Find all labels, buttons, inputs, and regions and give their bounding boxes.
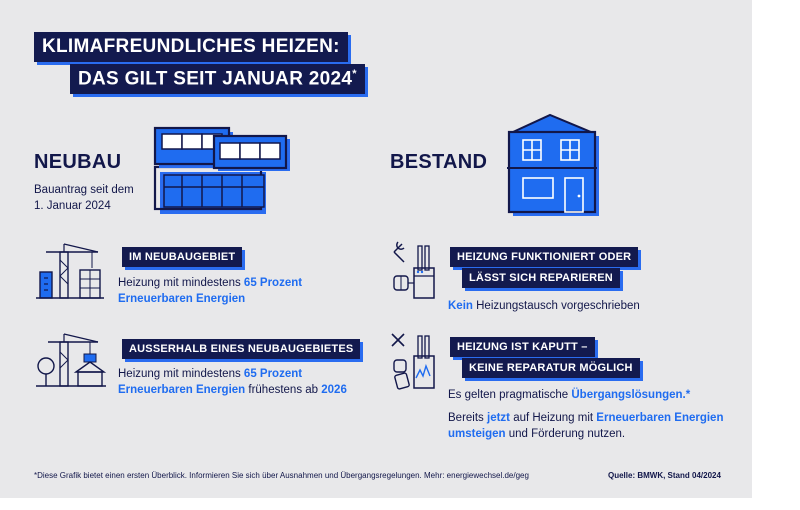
kaputt-highlight-umsteigen: umsteigen — [448, 428, 506, 440]
kaputt-text-1 — [448, 387, 690, 403]
ausserhalb-text-2 — [118, 382, 347, 398]
ausserhalb-text-1 — [118, 366, 302, 382]
title-line-2-text: DAS GILT SEIT JANUAR 2024 — [78, 68, 353, 90]
funktioniert-highlight: Kein — [448, 300, 473, 312]
im-gebiet-highlight-2: Erneuerbaren Energien — [118, 293, 246, 305]
neubau-sub-1: Bauantrag seit dem — [34, 184, 134, 196]
title-line-1-text: KLIMAFREUNDLICHES HEIZEN: — [42, 36, 340, 57]
kaputt-text-2-mid: auf Heizung mit — [510, 412, 597, 424]
heating-wrench-icon — [390, 240, 440, 304]
footer-source: Quelle: BMWK, Stand 04/2024 — [608, 471, 721, 480]
kaputt-text-3 — [448, 426, 625, 442]
im-gebiet-highlight-1: 65 Prozent — [243, 277, 303, 289]
badge-im-neubaugebiet: IM NEUBAUGEBIET — [122, 247, 242, 267]
kaputt-text-3-rest: und Förderung nutzen. — [505, 428, 626, 440]
title-footnote-mark: * — [352, 68, 357, 80]
bestand-heading: BESTAND — [390, 151, 488, 173]
badge-ausserhalb: AUSSERHALB EINES NEUBAUGEBIETES — [122, 339, 360, 359]
kaputt-highlight-jetzt: jetzt — [487, 412, 510, 424]
im-gebiet-text-1 — [118, 275, 302, 291]
ausserhalb-highlight-2: Erneuerbaren Energien — [118, 384, 246, 396]
kaputt-highlight-ee: Erneuerbaren Energien — [596, 412, 724, 424]
house-icon — [505, 110, 605, 220]
footer-note: *Diese Grafik bietet einen ersten Überblick. Informieren Sie sich über Ausnahmen und Übergangsregelungen. Mehr: energiewechsel.de/geg — [34, 471, 529, 480]
ausserhalb-text-1-pre: Heizung mit mindestens — [118, 368, 244, 380]
badge-funktioniert-2: LÄSST SICH REPARIEREN — [462, 268, 620, 288]
badge-kaputt-1: HEIZUNG IST KAPUTT – — [450, 337, 595, 357]
badge-kaputt-2: KEINE REPARATUR MÖGLICH — [462, 358, 640, 378]
title-line-1 — [34, 32, 348, 62]
crane-tree-house-icon — [36, 330, 108, 392]
kaputt-text-2-pre: Bereits — [448, 412, 487, 424]
ausserhalb-text-2-mid: frühestens ab — [245, 384, 322, 396]
im-gebiet-text-2 — [118, 291, 245, 307]
badge-funktioniert-1: HEIZUNG FUNKTIONIERT ODER — [450, 247, 638, 267]
ausserhalb-highlight-1: 65 Prozent — [243, 368, 303, 380]
kaputt-highlight-1: Übergangslösungen.* — [571, 389, 691, 401]
im-gebiet-text-1-pre: Heizung mit mindestens — [118, 277, 244, 289]
neubau-heading: NEUBAU — [34, 151, 122, 173]
kaputt-text-1-pre: Es gelten pragmatische — [448, 389, 572, 401]
kaputt-text-2 — [448, 410, 723, 426]
funktioniert-text-rest: Heizungstausch vorgeschrieben — [472, 300, 640, 312]
neubau-sub-2: 1. Januar 2024 — [34, 200, 111, 212]
title-line-2 — [70, 64, 365, 94]
funktioniert-text — [448, 298, 640, 314]
broken-heating-icon — [388, 330, 440, 394]
new-building-icon — [152, 125, 302, 225]
crane-building-icon — [36, 240, 106, 302]
ausserhalb-year: 2026 — [321, 384, 347, 396]
